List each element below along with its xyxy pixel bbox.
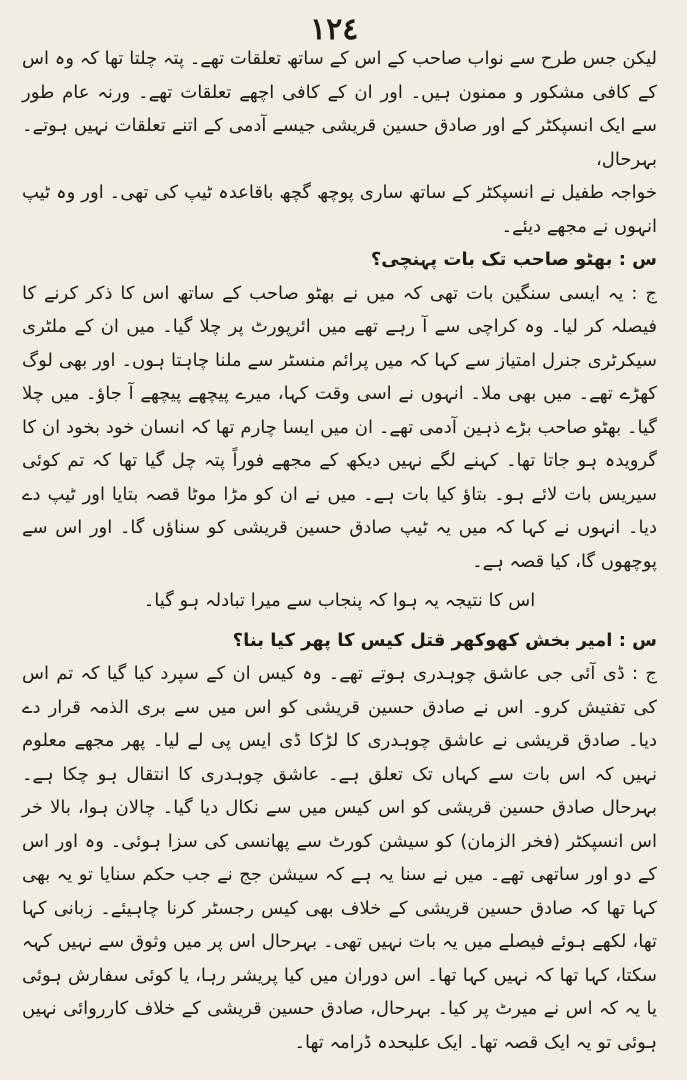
paragraph-1: لیکن جس طرح سے نواب صاحب کے اس کے ساتھ تعلقات تھے۔ پتہ چلتا تھا کہ وہ اس کے کافی مشکور و ممنون ہیں۔ اور ان کے کافی اچھے تعلقات تھے۔ ورنہ عام طور سے ایک انسپکٹر کے اور صادق حسین قریشی جیسے آدمی کے اتنے تعلقات نہیں ہوتے۔ بہرحال، [22, 48, 657, 170]
text-body [22, 42, 657, 1059]
answer-2: ج : ڈی آئی جی عاشق چوہدری ہوتے تھے۔ وہ کیس ان کے سپرد کیا گیا کہ تم اس کی تفتیش کرو۔ اس نے صادق حسین قریشی کو اس میں سے بری الذمہ قرار دے دیا۔ صادق قریشی نے عاشق چوہدری کا لڑکا ڈی ایس پی لے لیا۔ پھر مجھے معلوم نہیں کہ اس بات سے کہاں تک تعلق ہے۔ عاشق چوہدری کا انتقال ہو چکا ہے۔ بہرحال صادق حسین قریشی کو اس کیس میں سے نکال دیا گیا۔ چالان ہوا، بالا خر اس انسپکٹر (فخر الزمان) کو سیشن کورٹ سے پھانسی کی سزا ہوئی۔ وہ اور اس کے دو اور ساتھی تھے۔ میں نے سنا یہ ہے کہ سیشن جج نے جب حکم سنایا تو یہ بھی کہا تھا کہ صادق حسین قریشی کے خلاف بھی کیس رجسٹر کرنا چاہیئے۔ زبانی کہا تھا، لکھے ہوئے فیصلے میں یہ بات نہیں تھی۔ بہرحال اس پر میں وثوق سے نہیں کہہ سکتا، کہا تھا کہ نہیں کہا تھا۔ اس دوران میں کیا پریشر رہا، یا کوئی سفارش ہوئی یا یہ کہ اس نے میرٹ پر کیا۔ بہرحال، صادق حسین قریشی کے خلاف کارروائی نہیں ہوئی تو یہ ایک قصہ تھا۔ ایک علیحدہ ڈرامہ تھا۔ [22, 663, 657, 1053]
answer-1: ج : یہ ایسی سنگین بات تھی کہ میں نے بھٹو صاحب کے ساتھ اس کا ذکر کرنے کا فیصلہ کر لیا۔ وہ کراچی سے آ رہے تھے میں ائرپورٹ پر چلا گیا۔ میں ان کے ملٹری سیکرٹری جنرل امتیاز سے کہا کہ میں پرائم منسٹر سے ملنا چاہتا ہوں۔ اور بھی لوگ کھڑے تھے۔ میں بھی ملا۔ انہوں نے اسی وقت کہا، میرے پیچھے پیچھے آ جاؤ۔ میں چلا گیا۔ بھٹو صاحب بڑے ذہین آدمی تھے۔ ان میں ایسا چارم تھا کہ انسان خود بخود ان کا گرویدہ ہو جاتا تھا۔ کہنے لگے نہیں دیکھ کے مجھے فوراً پتہ چل گیا تھا کہ تم کوئی سیریس بات لائے ہو۔ بتاؤ کیا بات ہے۔ میں نے ان کو مڑا موٹا قصہ بتایا اور ٹیپ دے دیا۔ انہوں نے کہا کہ میں یہ ٹیپ صادق حسین قریشی کو سناؤں گا۔ اور اس سے پوچھوں گا، کیا قصہ ہے۔ [22, 282, 657, 572]
question-2: س : امیر بخش کھوکھر قتل کیس کا پھر کیا بنا؟ [232, 629, 657, 651]
paragraph-2: خواجہ طفیل نے انسپکٹر کے ساتھ ساری پوچھ گچھ باقاعدہ ٹیپ کی تھی۔ اور وہ ٹیپ انہوں نے مجھے دیئے۔ [22, 182, 657, 237]
paragraph-3: اس کا نتیجہ یہ ہوا کہ پنجاب سے میرا تبادلہ ہو گیا۔ [143, 590, 536, 611]
page-number: ١٢٤ [310, 12, 359, 47]
question-1: س : بھٹو صاحب تک بات پہنچی؟ [370, 249, 657, 270]
